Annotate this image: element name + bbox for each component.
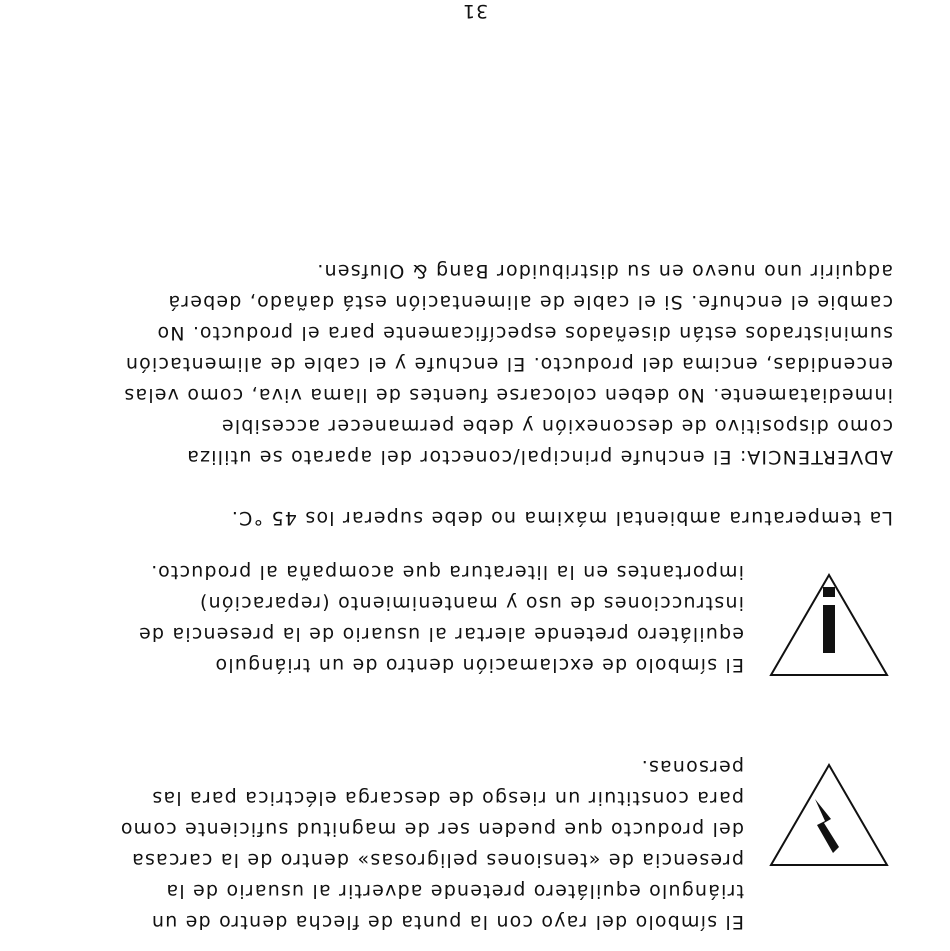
- text-line: La temperatura ambiental máxima no debe superar los 45 °C.: [230, 507, 893, 529]
- text-line: suministrados están diseñados específicamente para el producto. No: [156, 322, 893, 344]
- text-line: inmediatamente. No deben colocarse fuentes de llama viva, como velas: [123, 384, 893, 406]
- lightning-bolt-triangle-icon: [767, 761, 891, 869]
- text-line: instrucciones de uso y mantenimiento (reparación): [198, 592, 744, 614]
- text-line: como dispositivo de desconexión y debe permanecer accesible: [220, 415, 893, 437]
- text-line: equilátero pretende alertar al usuario de la presencia de: [137, 623, 744, 645]
- lightning-warning-text: [120, 751, 744, 937]
- exclamation-warning-text: [138, 556, 744, 680]
- text-line: triángulo equilátero pretende advertir al usuario de la: [165, 880, 744, 902]
- exclamation-triangle-icon: [767, 571, 891, 679]
- text-line: encendidas, encima del producto. El enchufe y el cable de alimentación: [124, 353, 893, 375]
- text-line: del producto que pueden ser de magnitud suficiente como: [119, 818, 744, 840]
- text-line: ADVERTENCIA: El enchufe principal/conector del aparato se utiliza: [186, 446, 893, 468]
- text-line: El símbolo de exclamación dentro de un triángulo: [214, 654, 744, 676]
- text-line: para constituir un riesgo de descarga eléctrica para las: [151, 787, 744, 809]
- text-line: El símbolo del rayo con la punta de flecha dentro de un: [150, 911, 744, 933]
- text-line: cambie el enchufe. Si el cable de alimentación está dañado, deberá: [167, 291, 893, 313]
- text-line: personas.: [640, 756, 744, 778]
- text-line: importantes en la literatura que acompaña al producto.: [149, 561, 744, 583]
- temperature-notice-text: [231, 502, 893, 533]
- text-line: presencia de «tensiones peligrosas» dentro de la carcasa: [130, 849, 744, 871]
- page-number: 31: [461, 0, 489, 22]
- text-line: adquirir uno nuevo en su distribuidor Bang & Olufsen.: [316, 260, 893, 282]
- warning-paragraph: [123, 255, 893, 472]
